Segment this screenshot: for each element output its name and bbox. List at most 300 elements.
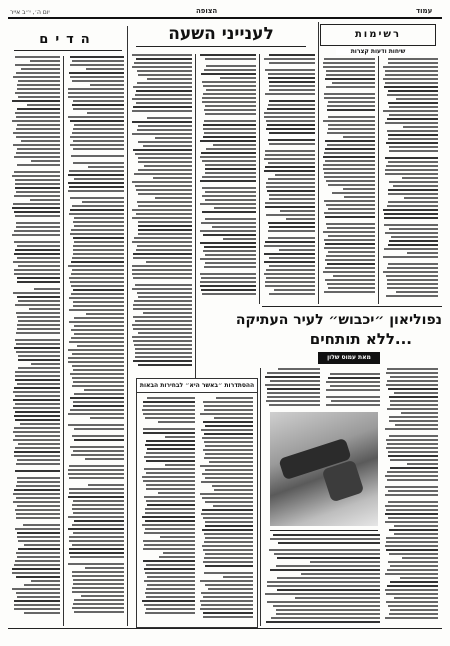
text-line [202,473,253,475]
text-line [264,116,315,118]
text-line [16,312,60,314]
text-line [74,325,124,327]
text-line [265,384,320,386]
text-line [383,271,438,273]
text-line [135,352,192,354]
text-line [15,304,60,306]
text-line [204,69,256,71]
text-line [14,347,60,349]
text-line [326,255,375,257]
text-line [14,171,60,173]
text-line [323,231,375,233]
text-line [31,363,60,365]
text-line [72,80,124,82]
text-line [143,401,195,403]
text-line [72,353,124,355]
text-line [387,118,438,120]
text-line [135,94,192,96]
text-line [136,249,192,251]
text-line [286,218,315,220]
text-line [265,206,315,208]
text-line [85,567,124,569]
text-line [295,597,380,599]
text-line [73,301,124,303]
text-line [269,404,320,406]
text-line [18,80,60,82]
text-line [72,544,124,546]
text-line [332,192,375,194]
text-line [325,267,375,269]
text-line [15,56,60,58]
text-line [143,405,195,407]
text-line [72,205,124,207]
text-line [204,433,253,435]
text-line [271,617,380,619]
text-line [81,595,124,597]
text-line [74,611,124,613]
text-line [200,156,256,158]
column-rule [318,22,319,304]
text-line [69,309,124,311]
text-line [343,136,375,138]
text-line [132,54,192,56]
text-line [383,66,438,68]
text-line [389,435,438,437]
text-line [266,400,320,402]
text-line [388,455,438,457]
text-line [30,199,60,201]
text-line [280,210,315,212]
text-line [265,376,320,378]
text-line [16,592,60,594]
text-line [69,492,124,494]
text-line [387,569,438,571]
text-line [144,165,192,167]
text-line [82,201,124,203]
text-line [267,190,315,192]
text-line [17,88,60,90]
text-line [326,86,375,88]
text-line [389,114,438,116]
masthead-date: יום ה׳, י״ב אייר [10,9,50,16]
text-line [327,105,375,107]
text-line [386,541,438,543]
text-line [330,385,380,387]
text-line [71,454,124,456]
text-line [73,148,124,150]
text-line [17,245,60,247]
text-line [12,572,60,574]
text-line [383,78,438,80]
text-line [203,612,253,614]
text-line [328,208,375,210]
text-line [72,435,124,437]
text-line [135,185,192,187]
text-line [201,277,256,279]
column-rule [378,56,379,304]
text-line [15,112,60,114]
text-line [18,355,60,357]
text-line [72,269,124,271]
text-line [268,222,315,224]
column-rule [127,26,128,626]
text-line [276,565,380,567]
text-line [15,215,60,217]
text-line [323,66,375,68]
text-line [268,162,315,164]
text-line [387,205,438,207]
text-line [388,244,438,246]
text-line [90,84,124,86]
text-line [17,148,60,150]
text-line [14,451,60,453]
text-line [386,142,438,144]
text-line [136,213,192,215]
text-line [201,152,256,154]
text-line [153,177,192,179]
text-line [332,82,375,84]
text-line [12,207,60,209]
text-line [70,446,124,448]
text-line [16,191,60,193]
text-line [388,138,438,140]
text-line [12,568,60,570]
text-line [137,82,192,84]
text-line [14,156,60,158]
text-line [385,589,438,591]
text-line [13,431,60,433]
text-line [72,104,124,106]
text-line [135,348,192,350]
text-line [71,337,124,339]
text-line [326,70,375,72]
text-line [15,560,60,562]
text-line [133,340,192,342]
text-line [267,581,380,583]
text-line [17,324,60,326]
text-line [138,233,192,235]
text-line [69,488,124,490]
text-line [326,204,375,206]
text-line [385,82,438,84]
text-line [387,408,438,410]
text-line [326,74,375,76]
text-line [18,320,60,322]
text-line [223,576,253,578]
text-line [268,73,315,75]
text-line [17,505,60,507]
text-line [137,292,193,294]
text-line [74,225,124,227]
text-line [70,136,124,138]
text-line [72,377,124,379]
text-line [269,100,315,102]
text-line [133,360,192,362]
text-line [387,380,438,382]
text-line [203,561,253,563]
text-line [269,257,315,259]
text-line [203,93,256,95]
text-line [70,281,124,283]
text-line [400,577,438,579]
text-line [71,229,124,231]
text-line [74,124,124,126]
text-column-2 [67,56,124,626]
text-line [386,601,438,603]
text-line [389,396,438,398]
text-line [14,269,60,271]
text-line [264,112,315,114]
text-line [147,576,195,578]
text-line [132,288,192,290]
text-line [200,230,256,232]
text-line [268,237,315,239]
text-line [388,90,438,92]
text-line [21,68,60,70]
text-line [15,187,60,189]
text-line [146,488,195,490]
text-line [331,400,380,402]
text-line [326,396,380,398]
text-line [384,86,438,88]
text-line [13,203,60,205]
text-line [74,428,124,430]
text-line [301,573,380,575]
text-line [13,501,60,503]
text-line [73,221,124,223]
text-line [323,168,375,170]
text-line [17,277,60,279]
text-line [69,297,124,299]
text-line [15,375,60,377]
text-line [203,596,253,598]
text-line [16,72,60,74]
text-line [16,332,60,334]
text-line [18,265,60,267]
text-line [138,125,192,127]
text-line [395,424,438,426]
text-line [69,213,124,215]
text-line [72,365,124,367]
text-line [324,172,375,174]
text-line [133,149,192,151]
text-line [17,477,60,479]
text-line [385,232,438,234]
text-line [385,513,438,515]
column-rule [259,54,260,304]
text-line [144,604,195,606]
text-line [70,556,124,558]
text-line [17,316,60,318]
text-line [17,532,60,534]
photo-caption-rule [270,530,378,531]
text-line [277,577,380,579]
text-line [71,329,124,331]
text-line [277,557,380,559]
text-line [203,401,253,403]
text-line [14,600,60,602]
text-line [394,392,438,394]
text-line [69,465,124,467]
current-affairs-heading: לענייני השעה [168,24,274,44]
text-line [324,58,375,60]
text-line [266,277,315,279]
text-line [278,368,320,370]
text-line [389,613,438,615]
text-line [201,429,253,431]
text-line [206,148,256,150]
text-line [205,565,253,567]
text-line [145,592,195,594]
text-line [328,235,375,237]
text-line [144,532,195,534]
text-line [146,588,195,590]
text-line [200,465,253,467]
text-line [202,176,256,178]
text-line [203,85,256,87]
text-line [72,587,124,589]
text-line [68,413,124,415]
text-line [16,226,60,228]
text-line [200,54,256,56]
text-line [73,450,124,452]
text-column-5 [263,54,315,304]
text-line [328,377,380,379]
text-line [14,455,60,457]
text-line [15,411,60,413]
text-line [388,62,438,64]
text-line [14,211,60,213]
text-line [14,387,60,389]
text-line [205,172,256,174]
text-line [389,416,438,418]
text-line [70,144,124,146]
text-line [202,101,256,103]
text-line [72,524,124,526]
text-line [18,367,60,369]
text-line [328,128,375,130]
text-line [138,229,192,231]
text-line [325,259,375,261]
text-line [389,420,438,422]
text-line [265,202,315,204]
text-line [386,537,438,539]
text-line [17,481,60,483]
text-line [14,427,60,429]
text-line [15,179,60,181]
text-line [69,170,124,172]
text-line [13,407,60,409]
text-line [73,500,124,502]
text-line [323,164,375,166]
text-line [203,449,253,451]
text-line [394,533,438,535]
text-line [165,464,195,466]
text-line [388,134,438,136]
text-line [17,281,60,283]
text-line [266,120,315,122]
text-line [274,553,380,555]
feature-byline-box [318,352,380,364]
text-line [17,536,60,538]
text-line [72,132,124,134]
text-line [73,401,124,403]
text-line [13,76,60,78]
text-line [15,395,60,397]
text-line [325,243,375,245]
notes-box [320,24,436,46]
text-line [143,413,195,415]
text-line [16,463,60,465]
text-line [14,604,60,606]
text-line [71,273,124,275]
text-line [134,344,192,346]
text-line [401,412,438,414]
text-line [74,217,124,219]
text-line [73,583,124,585]
text-line [132,241,192,243]
text-line [133,316,192,318]
text-line [68,182,124,184]
text-line [328,287,375,289]
text-line [163,552,195,554]
text-line [325,279,375,281]
text-line [205,218,256,220]
text-line [136,102,192,104]
text-line [202,97,256,99]
text-line [68,190,124,192]
text-line [69,552,124,554]
text-line [201,604,253,606]
text-line [205,477,253,479]
text-line [205,168,256,170]
text-line [389,228,438,230]
text-line [74,439,124,441]
text-line [70,233,124,235]
text-line [73,405,124,407]
text-line [214,417,253,419]
text-line [21,140,60,142]
text-line [70,409,124,411]
text-line [84,389,124,391]
text-line [388,263,438,265]
text-line [387,443,438,445]
text-line [268,77,315,79]
text-line [137,245,192,247]
text-line [404,197,438,199]
text-line [71,285,124,287]
text-line [132,181,192,183]
text-line [385,169,438,171]
text-line [87,112,124,114]
text-line [204,441,253,443]
text-line [266,269,315,271]
text-line [388,388,438,390]
text-line [138,161,192,163]
text-line [324,176,375,178]
text-line [276,613,380,615]
text-line [269,549,380,551]
text-line [327,283,375,285]
text-line [132,66,192,68]
text-line [212,226,256,228]
text-line [206,65,256,67]
text-line [269,293,315,295]
masthead-page-number: עמוד [416,7,433,15]
text-line [16,116,60,118]
text-line [387,585,438,587]
text-line [390,565,438,567]
